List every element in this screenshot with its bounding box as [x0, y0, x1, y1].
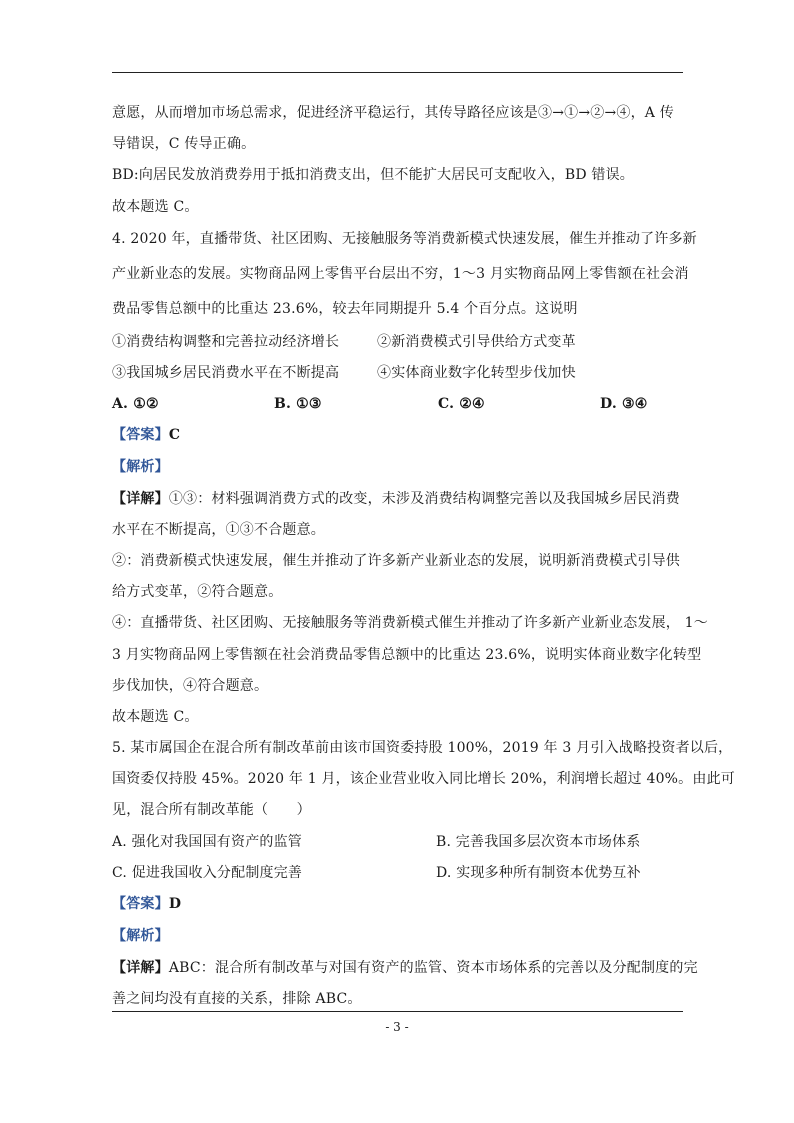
intro-line-2: 导错误，C 传导正确。	[112, 136, 256, 152]
q4-analysis	[112, 457, 687, 477]
intro-conclusion: 故本题选 C。	[112, 199, 199, 215]
q5-stem-2: 国资委仅持股 45%。2020 年 1 月，该企业营业收入同比增长 20%，利润增长超过 40%。由此可	[112, 771, 735, 787]
q4-detail-3c: 步伐加快，④符合题意。	[112, 678, 269, 694]
q4-option-row-1	[112, 332, 687, 352]
q4-detail-3a: ④：直播带货、社区团购、无接触服务等消费新模式催生并推动了许多新产业新业态发展， 1～	[112, 615, 708, 631]
q5-choice-row-1	[112, 832, 687, 852]
q4-choice-c: C. ②④	[438, 396, 485, 412]
q5-stem-1: 5. 某市属国企在混合所有制改革前由该市国资委持股 100%，2019 年 3 月引入战略投资者以后，	[112, 740, 733, 756]
q4-analysis-tag: 【解析】	[112, 459, 169, 475]
q4-option-1: ①消费结构调整和完善拉动经济增长	[112, 334, 340, 350]
q4-option-4: ④实体商业数字化转型步伐加快	[377, 365, 576, 381]
q4-detail-2a: ②：消费新模式快速发展，催生并推动了许多新产业新业态的发展，说明新消费模式引导供	[112, 553, 680, 569]
q4-conclusion: 故本题选 C。	[112, 709, 199, 725]
intro-line-3: BD:向居民发放消费券用于抵扣消费支出，但不能扩大居民可支配收入，BD 错误。	[112, 167, 634, 183]
q5-choice-b: B. 完善我国多层次资本市场体系	[436, 834, 641, 850]
q4-stem-2: 产业新业态的发展。实物商品网上零售平台层出不穷，1～3 月实物商品网上零售额在社会消	[112, 266, 689, 282]
q4-choices	[112, 394, 687, 414]
q5-stem-3: 见，混合所有制改革能（ ）	[112, 802, 311, 818]
q5-analysis-tag: 【解析】	[112, 928, 169, 944]
q5-detail-tag: 【详解】	[112, 960, 169, 976]
q5-answer	[112, 894, 687, 914]
page-number: - 3 -	[385, 1020, 409, 1034]
q4-detail-text: ①③：材料强调消费方式的改变，未涉及消费结构调整完善以及我国城乡居民消费	[168, 491, 681, 507]
intro-line-1: 意愿，从而增加市场总需求，促进经济平稳运行，其传导路径应该是③→①→②→④，A 传	[112, 105, 674, 121]
q4-option-3: ③我国城乡居民消费水平在不断提高	[112, 365, 340, 381]
q4-stem-3: 费品零售总额中的比重达 23.6%，较去年同期提升 5.4 个百分点。这说明	[112, 301, 578, 317]
q5-detail-text: ABC：混合所有制改革与对国有资产的监管、资本市场体系的完善以及分配制度的完	[168, 960, 698, 976]
q4-choice-d: D. ③④	[600, 396, 648, 412]
q4-answer	[112, 425, 687, 445]
header-rule	[112, 72, 683, 73]
q4-detail-tag: 【详解】	[112, 491, 169, 507]
q5-choice-a: A. 强化对我国国有资产的监管	[112, 834, 303, 850]
q4-option-row-2	[112, 363, 687, 383]
q4-detail-2b: 给方式变革，②符合题意。	[112, 584, 283, 600]
q4-answer-tag: 【答案】	[112, 427, 169, 443]
q5-choice-c: C. 促进我国收入分配制度完善	[112, 865, 303, 881]
q4-detail-1b: 水平在不断提高，①③不合题意。	[112, 522, 325, 538]
q4-choice-b: B. ①③	[274, 396, 322, 412]
q5-answer-value: D	[168, 896, 182, 912]
q4-choice-a: A. ①②	[112, 396, 159, 412]
q5-analysis	[112, 926, 687, 946]
q4-answer-value: C	[168, 427, 181, 443]
q5-detail-1b: 善之间均没有直接的关系，排除 ABC。	[112, 991, 362, 1007]
q5-answer-tag: 【答案】	[112, 896, 169, 912]
q5-detail-1a	[112, 958, 698, 978]
q4-detail-1a	[112, 489, 687, 509]
q5-choice-row-2	[112, 863, 687, 883]
q4-option-2: ②新消费模式引导供给方式变革	[377, 334, 576, 350]
q5-choice-d: D. 实现多种所有制资本优势互补	[436, 865, 641, 881]
footer-rule	[112, 1011, 683, 1012]
q4-detail-3b: 3 月实物商品网上零售额在社会消费品零售总额中的比重达 23.6%，说明实体商业数字化转型	[112, 647, 702, 663]
q4-stem-1: 4. 2020 年，直播带货、社区团购、无接触服务等消费新模式快速发展，催生并推动了许多新	[112, 231, 697, 247]
